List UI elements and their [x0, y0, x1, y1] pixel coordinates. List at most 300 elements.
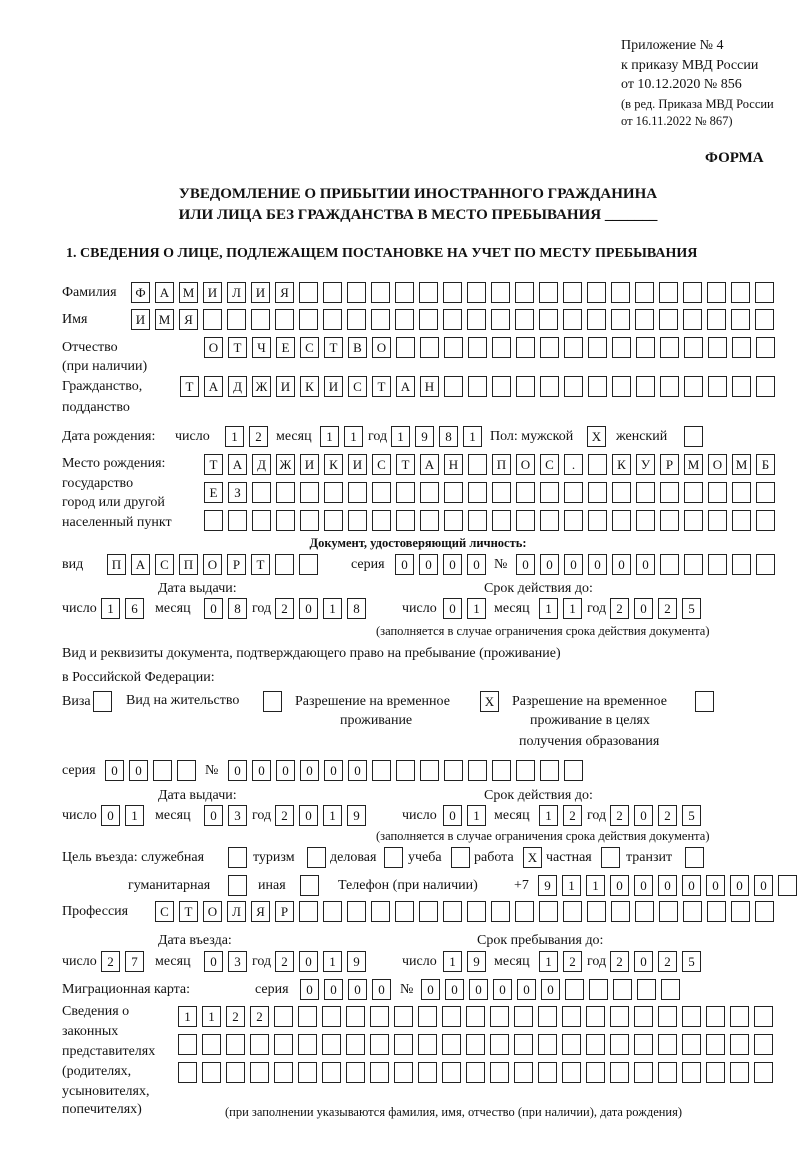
birthplace3-cell[interactable]	[300, 510, 319, 531]
phone-cell[interactable]: 0	[658, 875, 677, 896]
p-business-cell[interactable]	[384, 847, 403, 868]
dob-year-cell[interactable]: 8	[439, 426, 458, 447]
id-number-cell[interactable]: 0	[612, 554, 631, 575]
dob-month-cell[interactable]: 1	[344, 426, 363, 447]
citizenship-cell[interactable]: Т	[372, 376, 391, 397]
profession-cell[interactable]	[731, 901, 750, 922]
surname-cell[interactable]	[659, 282, 678, 303]
profession-cell[interactable]	[347, 901, 366, 922]
name-cell[interactable]	[491, 309, 510, 330]
reps1-cell[interactable]: 1	[202, 1006, 221, 1027]
reps3-cell[interactable]	[370, 1062, 389, 1083]
birthplace2-cell[interactable]	[732, 482, 751, 503]
surname-cell[interactable]: Л	[227, 282, 246, 303]
surname-cell[interactable]	[539, 282, 558, 303]
reps1-cell[interactable]	[658, 1006, 677, 1027]
birthplace1-cell[interactable]: О	[708, 454, 727, 475]
phone-cell[interactable]: 9	[538, 875, 557, 896]
profession-cell[interactable]: Я	[251, 901, 270, 922]
reps1-cell[interactable]	[394, 1006, 413, 1027]
rd-valid-year-cell[interactable]: 2	[610, 805, 629, 826]
surname-cell[interactable]	[371, 282, 390, 303]
birthplace2-cell[interactable]	[612, 482, 631, 503]
patronymic-cell[interactable]	[468, 337, 487, 358]
name-cell[interactable]	[299, 309, 318, 330]
surname-cell[interactable]	[755, 282, 774, 303]
id-issue-month-cell[interactable]: 0	[204, 598, 223, 619]
surname-cell[interactable]	[611, 282, 630, 303]
mc-series-cell[interactable]: 0	[348, 979, 367, 1000]
profession-cell[interactable]: О	[203, 901, 222, 922]
rd-issue-year-cell[interactable]: 2	[275, 805, 294, 826]
reps2-cell[interactable]	[226, 1034, 245, 1055]
surname-cell[interactable]: Ф	[131, 282, 150, 303]
reps3-cell[interactable]	[394, 1062, 413, 1083]
birthplace3-cell[interactable]	[636, 510, 655, 531]
entry-day-cell[interactable]: 2	[101, 951, 120, 972]
surname-cell[interactable]	[299, 282, 318, 303]
profession-cell[interactable]	[539, 901, 558, 922]
citizenship-cell[interactable]	[564, 376, 583, 397]
name-cell[interactable]	[707, 309, 726, 330]
birthplace3-cell[interactable]	[228, 510, 247, 531]
reps3-cell[interactable]	[178, 1062, 197, 1083]
birthplace2-cell[interactable]	[516, 482, 535, 503]
phone-cell[interactable]	[778, 875, 797, 896]
profession-cell[interactable]	[443, 901, 462, 922]
name-cell[interactable]	[467, 309, 486, 330]
reps3-cell[interactable]	[634, 1062, 653, 1083]
reps2-cell[interactable]	[634, 1034, 653, 1055]
reps2-cell[interactable]	[490, 1034, 509, 1055]
patronymic-cell[interactable]	[564, 337, 583, 358]
phone-cell[interactable]: 0	[706, 875, 725, 896]
rd-number-cell[interactable]	[372, 760, 391, 781]
birthplace3-cell[interactable]	[492, 510, 511, 531]
reps2-cell[interactable]	[466, 1034, 485, 1055]
mc-series-cell[interactable]: 0	[372, 979, 391, 1000]
reps2-cell[interactable]	[586, 1034, 605, 1055]
patronymic-cell[interactable]: Т	[228, 337, 247, 358]
profession-cell[interactable]	[515, 901, 534, 922]
id-kind-cell[interactable]: А	[131, 554, 150, 575]
profession-cell[interactable]	[611, 901, 630, 922]
name-cell[interactable]	[275, 309, 294, 330]
profession-cell[interactable]	[395, 901, 414, 922]
dob-year-cell[interactable]: 1	[463, 426, 482, 447]
mc-number-cell[interactable]	[637, 979, 656, 1000]
stay-month-cell[interactable]: 1	[539, 951, 558, 972]
rd-number-cell[interactable]	[492, 760, 511, 781]
patronymic-cell[interactable]	[708, 337, 727, 358]
reps3-cell[interactable]	[322, 1062, 341, 1083]
reps3-cell[interactable]	[274, 1062, 293, 1083]
surname-cell[interactable]	[515, 282, 534, 303]
birthplace2-cell[interactable]	[276, 482, 295, 503]
reps1-cell[interactable]	[634, 1006, 653, 1027]
citizenship-cell[interactable]	[492, 376, 511, 397]
id-kind-cell[interactable]: О	[203, 554, 222, 575]
entry-year-cell[interactable]: 0	[299, 951, 318, 972]
id-valid-year-cell[interactable]: 2	[658, 598, 677, 619]
profession-cell[interactable]: С	[155, 901, 174, 922]
name-cell[interactable]	[371, 309, 390, 330]
reps3-cell[interactable]	[682, 1062, 701, 1083]
id-kind-cell[interactable]: Т	[251, 554, 270, 575]
reps2-cell[interactable]	[658, 1034, 677, 1055]
birthplace3-cell[interactable]	[588, 510, 607, 531]
patronymic-cell[interactable]	[420, 337, 439, 358]
birthplace1-cell[interactable]: .	[564, 454, 583, 475]
rd-number-cell[interactable]	[540, 760, 559, 781]
profession-cell[interactable]	[371, 901, 390, 922]
birthplace2-cell[interactable]	[756, 482, 775, 503]
reps1-cell[interactable]	[274, 1006, 293, 1027]
birthplace3-cell[interactable]	[348, 510, 367, 531]
reps3-cell[interactable]	[490, 1062, 509, 1083]
stay-day-cell[interactable]: 9	[467, 951, 486, 972]
birthplace3-cell[interactable]	[252, 510, 271, 531]
dob-month-cell[interactable]: 1	[320, 426, 339, 447]
birthplace1-cell[interactable]: Н	[444, 454, 463, 475]
reps3-cell[interactable]	[346, 1062, 365, 1083]
citizenship-cell[interactable]	[612, 376, 631, 397]
rd-issue-year-cell[interactable]: 1	[323, 805, 342, 826]
rd-issue-month-cell[interactable]: 3	[228, 805, 247, 826]
rd-number-cell[interactable]	[420, 760, 439, 781]
name-cell[interactable]: Я	[179, 309, 198, 330]
reps1-cell[interactable]	[538, 1006, 557, 1027]
phone-cell[interactable]: 0	[730, 875, 749, 896]
reps3-cell[interactable]	[754, 1062, 773, 1083]
id-valid-day-cell[interactable]: 1	[467, 598, 486, 619]
surname-cell[interactable]: И	[203, 282, 222, 303]
citizenship-cell[interactable]	[756, 376, 775, 397]
birthplace2-cell[interactable]	[372, 482, 391, 503]
entry-year-cell[interactable]: 2	[275, 951, 294, 972]
patronymic-cell[interactable]	[588, 337, 607, 358]
rd-issue-day-cell[interactable]: 1	[125, 805, 144, 826]
id-number-cell[interactable]: 0	[636, 554, 655, 575]
birthplace3-cell[interactable]	[564, 510, 583, 531]
birthplace2-cell[interactable]	[684, 482, 703, 503]
birthplace2-cell[interactable]	[636, 482, 655, 503]
name-cell[interactable]	[587, 309, 606, 330]
name-cell[interactable]	[203, 309, 222, 330]
profession-cell[interactable]	[683, 901, 702, 922]
birthplace2-cell[interactable]	[420, 482, 439, 503]
temp-permit-cell[interactable]: X	[480, 691, 499, 712]
birthplace3-cell[interactable]	[444, 510, 463, 531]
birthplace1-cell[interactable]: Т	[204, 454, 223, 475]
reps1-cell[interactable]	[442, 1006, 461, 1027]
name-cell[interactable]	[731, 309, 750, 330]
rd-number-cell[interactable]: 0	[300, 760, 319, 781]
rd-number-cell[interactable]	[444, 760, 463, 781]
name-cell[interactable]	[755, 309, 774, 330]
reps2-cell[interactable]	[514, 1034, 533, 1055]
birthplace1-cell[interactable]: С	[372, 454, 391, 475]
profession-cell[interactable]	[323, 901, 342, 922]
reps1-cell[interactable]	[370, 1006, 389, 1027]
birthplace1-cell[interactable]: Т	[396, 454, 415, 475]
birthplace3-cell[interactable]	[396, 510, 415, 531]
citizenship-cell[interactable]	[468, 376, 487, 397]
id-kind-cell[interactable]	[275, 554, 294, 575]
reps1-cell[interactable]: 2	[226, 1006, 245, 1027]
profession-cell[interactable]	[707, 901, 726, 922]
rd-valid-year-cell[interactable]: 5	[682, 805, 701, 826]
citizenship-cell[interactable]	[540, 376, 559, 397]
reps2-cell[interactable]	[418, 1034, 437, 1055]
profession-cell[interactable]: Л	[227, 901, 246, 922]
reps3-cell[interactable]	[610, 1062, 629, 1083]
birthplace1-cell[interactable]: Р	[660, 454, 679, 475]
reps2-cell[interactable]	[178, 1034, 197, 1055]
surname-cell[interactable]	[683, 282, 702, 303]
birthplace3-cell[interactable]	[276, 510, 295, 531]
rd-number-cell[interactable]	[468, 760, 487, 781]
birthplace2-cell[interactable]	[324, 482, 343, 503]
reps3-cell[interactable]	[226, 1062, 245, 1083]
dob-day-cell[interactable]: 2	[249, 426, 268, 447]
mc-number-cell[interactable]: 0	[469, 979, 488, 1000]
reps2-cell[interactable]	[202, 1034, 221, 1055]
sex-female-cell[interactable]	[684, 426, 703, 447]
citizenship-cell[interactable]: Ж	[252, 376, 271, 397]
rd-valid-year-cell[interactable]: 2	[658, 805, 677, 826]
name-cell[interactable]	[539, 309, 558, 330]
surname-cell[interactable]	[491, 282, 510, 303]
birthplace3-cell[interactable]	[420, 510, 439, 531]
name-cell[interactable]: И	[131, 309, 150, 330]
reps2-cell[interactable]	[442, 1034, 461, 1055]
patronymic-cell[interactable]	[540, 337, 559, 358]
birthplace2-cell[interactable]	[540, 482, 559, 503]
phone-cell[interactable]: 0	[682, 875, 701, 896]
phone-cell[interactable]: 1	[562, 875, 581, 896]
birthplace1-cell[interactable]: Д	[252, 454, 271, 475]
rd-number-cell[interactable]: 0	[276, 760, 295, 781]
citizenship-cell[interactable]: Н	[420, 376, 439, 397]
id-series-cell[interactable]: 0	[395, 554, 414, 575]
birthplace2-cell[interactable]	[300, 482, 319, 503]
dob-year-cell[interactable]: 1	[391, 426, 410, 447]
id-issue-year-cell[interactable]: 2	[275, 598, 294, 619]
rd-valid-day-cell[interactable]: 1	[467, 805, 486, 826]
mc-number-cell[interactable]: 0	[421, 979, 440, 1000]
birthplace2-cell[interactable]	[468, 482, 487, 503]
rd-valid-year-cell[interactable]: 0	[634, 805, 653, 826]
citizenship-cell[interactable]: Т	[180, 376, 199, 397]
stay-month-cell[interactable]: 2	[563, 951, 582, 972]
reps3-cell[interactable]	[586, 1062, 605, 1083]
surname-cell[interactable]: М	[179, 282, 198, 303]
patronymic-cell[interactable]	[636, 337, 655, 358]
reps1-cell[interactable]	[322, 1006, 341, 1027]
id-number-cell[interactable]	[684, 554, 703, 575]
id-series-cell[interactable]: 0	[419, 554, 438, 575]
reps1-cell[interactable]	[754, 1006, 773, 1027]
rd-number-cell[interactable]: 0	[252, 760, 271, 781]
reps2-cell[interactable]	[538, 1034, 557, 1055]
id-issue-year-cell[interactable]: 8	[347, 598, 366, 619]
birthplace1-cell[interactable]	[588, 454, 607, 475]
citizenship-cell[interactable]: И	[324, 376, 343, 397]
patronymic-cell[interactable]: Е	[276, 337, 295, 358]
patronymic-cell[interactable]	[612, 337, 631, 358]
rd-issue-month-cell[interactable]: 0	[204, 805, 223, 826]
patronymic-cell[interactable]	[684, 337, 703, 358]
birthplace1-cell[interactable]: Ж	[276, 454, 295, 475]
id-issue-day-cell[interactable]: 6	[125, 598, 144, 619]
reps1-cell[interactable]	[418, 1006, 437, 1027]
birthplace3-cell[interactable]	[612, 510, 631, 531]
dob-year-cell[interactable]: 9	[415, 426, 434, 447]
id-valid-year-cell[interactable]: 2	[610, 598, 629, 619]
rd-number-cell[interactable]: 0	[324, 760, 343, 781]
phone-cell[interactable]: 0	[754, 875, 773, 896]
profession-cell[interactable]	[587, 901, 606, 922]
birthplace3-cell[interactable]	[756, 510, 775, 531]
surname-cell[interactable]	[587, 282, 606, 303]
reps2-cell[interactable]	[754, 1034, 773, 1055]
mc-number-cell[interactable]	[565, 979, 584, 1000]
entry-year-cell[interactable]: 1	[323, 951, 342, 972]
birthplace3-cell[interactable]	[516, 510, 535, 531]
birthplace1-cell[interactable]: С	[540, 454, 559, 475]
reps2-cell[interactable]	[610, 1034, 629, 1055]
rd-number-cell[interactable]	[564, 760, 583, 781]
p-private-cell[interactable]	[601, 847, 620, 868]
birthplace1-cell[interactable]: М	[732, 454, 751, 475]
citizenship-cell[interactable]	[588, 376, 607, 397]
name-cell[interactable]	[395, 309, 414, 330]
reps3-cell[interactable]	[706, 1062, 725, 1083]
id-kind-cell[interactable]: П	[107, 554, 126, 575]
reps1-cell[interactable]	[562, 1006, 581, 1027]
id-kind-cell[interactable]: Р	[227, 554, 246, 575]
phone-cell[interactable]: 0	[610, 875, 629, 896]
surname-cell[interactable]: И	[251, 282, 270, 303]
phone-cell[interactable]: 1	[586, 875, 605, 896]
surname-cell[interactable]	[563, 282, 582, 303]
reps3-cell[interactable]	[202, 1062, 221, 1083]
id-valid-month-cell[interactable]: 1	[539, 598, 558, 619]
reps1-cell[interactable]	[730, 1006, 749, 1027]
citizenship-cell[interactable]: С	[348, 376, 367, 397]
reps2-cell[interactable]	[682, 1034, 701, 1055]
birthplace3-cell[interactable]	[708, 510, 727, 531]
reps1-cell[interactable]	[586, 1006, 605, 1027]
stay-day-cell[interactable]: 1	[443, 951, 462, 972]
rd-series-cell[interactable]: 0	[105, 760, 124, 781]
profession-cell[interactable]	[635, 901, 654, 922]
birthplace2-cell[interactable]: Е	[204, 482, 223, 503]
patronymic-cell[interactable]	[492, 337, 511, 358]
birthplace1-cell[interactable]	[468, 454, 487, 475]
reps2-cell[interactable]	[730, 1034, 749, 1055]
id-valid-year-cell[interactable]: 0	[634, 598, 653, 619]
birthplace2-cell[interactable]	[396, 482, 415, 503]
id-series-cell[interactable]: 0	[443, 554, 462, 575]
patronymic-cell[interactable]: В	[348, 337, 367, 358]
reps2-cell[interactable]	[250, 1034, 269, 1055]
birthplace2-cell[interactable]	[708, 482, 727, 503]
profession-cell[interactable]	[563, 901, 582, 922]
birthplace3-cell[interactable]	[684, 510, 703, 531]
rd-valid-month-cell[interactable]: 1	[539, 805, 558, 826]
birthplace2-cell[interactable]	[492, 482, 511, 503]
name-cell[interactable]	[683, 309, 702, 330]
citizenship-cell[interactable]	[732, 376, 751, 397]
birthplace2-cell[interactable]	[444, 482, 463, 503]
p-transit-cell[interactable]	[685, 847, 704, 868]
surname-cell[interactable]	[707, 282, 726, 303]
reps1-cell[interactable]: 2	[250, 1006, 269, 1027]
name-cell[interactable]	[659, 309, 678, 330]
phone-cell[interactable]: 0	[634, 875, 653, 896]
id-issue-day-cell[interactable]: 1	[101, 598, 120, 619]
rd-issue-year-cell[interactable]: 0	[299, 805, 318, 826]
stay-year-cell[interactable]: 0	[634, 951, 653, 972]
reps1-cell[interactable]	[514, 1006, 533, 1027]
reps3-cell[interactable]	[298, 1062, 317, 1083]
birthplace2-cell[interactable]	[588, 482, 607, 503]
citizenship-cell[interactable]	[684, 376, 703, 397]
profession-cell[interactable]	[659, 901, 678, 922]
p-study-cell[interactable]	[451, 847, 470, 868]
mc-number-cell[interactable]	[661, 979, 680, 1000]
rd-series-cell[interactable]: 0	[129, 760, 148, 781]
reps3-cell[interactable]	[562, 1062, 581, 1083]
id-number-cell[interactable]	[660, 554, 679, 575]
reps3-cell[interactable]	[466, 1062, 485, 1083]
id-number-cell[interactable]: 0	[516, 554, 535, 575]
name-cell[interactable]	[563, 309, 582, 330]
reps3-cell[interactable]	[250, 1062, 269, 1083]
name-cell[interactable]	[419, 309, 438, 330]
citizenship-cell[interactable]	[516, 376, 535, 397]
patronymic-cell[interactable]	[660, 337, 679, 358]
citizenship-cell[interactable]: А	[396, 376, 415, 397]
surname-cell[interactable]	[419, 282, 438, 303]
citizenship-cell[interactable]	[636, 376, 655, 397]
patronymic-cell[interactable]	[756, 337, 775, 358]
name-cell[interactable]: М	[155, 309, 174, 330]
mc-number-cell[interactable]: 0	[541, 979, 560, 1000]
reps2-cell[interactable]	[274, 1034, 293, 1055]
mc-number-cell[interactable]: 0	[493, 979, 512, 1000]
mc-number-cell[interactable]: 0	[517, 979, 536, 1000]
id-valid-day-cell[interactable]: 0	[443, 598, 462, 619]
reps2-cell[interactable]	[370, 1034, 389, 1055]
name-cell[interactable]	[227, 309, 246, 330]
birthplace3-cell[interactable]	[324, 510, 343, 531]
birthplace3-cell[interactable]	[372, 510, 391, 531]
id-valid-year-cell[interactable]: 5	[682, 598, 701, 619]
surname-cell[interactable]	[443, 282, 462, 303]
reps2-cell[interactable]	[346, 1034, 365, 1055]
reps1-cell[interactable]	[706, 1006, 725, 1027]
name-cell[interactable]	[443, 309, 462, 330]
reps2-cell[interactable]	[322, 1034, 341, 1055]
rd-valid-month-cell[interactable]: 2	[563, 805, 582, 826]
surname-cell[interactable]	[467, 282, 486, 303]
mc-series-cell[interactable]: 0	[300, 979, 319, 1000]
p-tourism-cell[interactable]	[307, 847, 326, 868]
name-cell[interactable]	[251, 309, 270, 330]
